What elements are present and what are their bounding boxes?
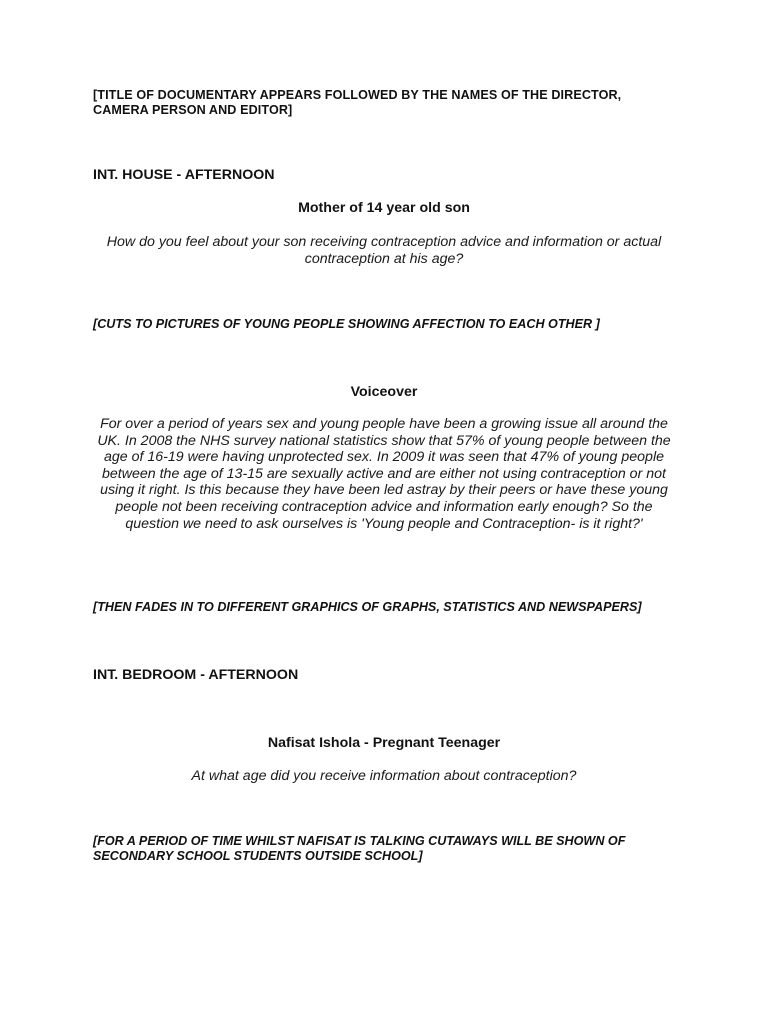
speaker-voiceover: Voiceover [350,384,418,400]
speaker-mother: Mother of 14 year old son [298,200,470,216]
direction-cuts-affection: [CUTS TO PICTURES OF YOUNG PEOPLE SHOWING AFFECTION TO EACH OTHER ] [93,317,600,331]
voiceover-text: For over a period of years sex and young people have been a growing issue all around the UK. In 2008 the NHS survey national statistics show that 57% of young people between the age of 16-19 were having unprotected sex. In 2009 it was seen that 47% of young people between the age of 13-15 are sexually active and are either not using contraception or not using it right. Is this because they have been led astray by their peers or have these young people not been receiving contraception advice and information early enough? So the question we need to ask ourselves is 'Young people and Contraception- is it right?' [97,416,671,532]
dialogue-mother-question: How do you feel about your son receiving contraception advice and information or actual contraception at his age? [106,234,662,267]
scene-heading-house: INT. HOUSE - AFTERNOON [93,167,275,183]
opening-direction: [TITLE OF DOCUMENTARY APPEARS FOLLOWED BY THE NAMES OF THE DIRECTOR, CAMERA PERSON AND EDITOR] [93,88,622,117]
direction-cutaways-students: [FOR A PERIOD OF TIME WHILST NAFISAT IS TALKING CUTAWAYS WILL BE SHOWN OF SECONDARY SCHOOL STUDENTS OUTSIDE SCHOOL] [93,834,626,863]
direction-fades-graphics: [THEN FADES IN TO DIFFERENT GRAPHICS OF GRAPHS, STATISTICS AND NEWSPAPERS] [93,600,642,614]
speaker-nafisat: Nafisat Ishola - Pregnant Teenager [267,735,501,751]
scene-heading-bedroom: INT. BEDROOM - AFTERNOON [93,667,299,683]
dialogue-nafisat-question: At what age did you receive information about contraception? [191,768,577,784]
